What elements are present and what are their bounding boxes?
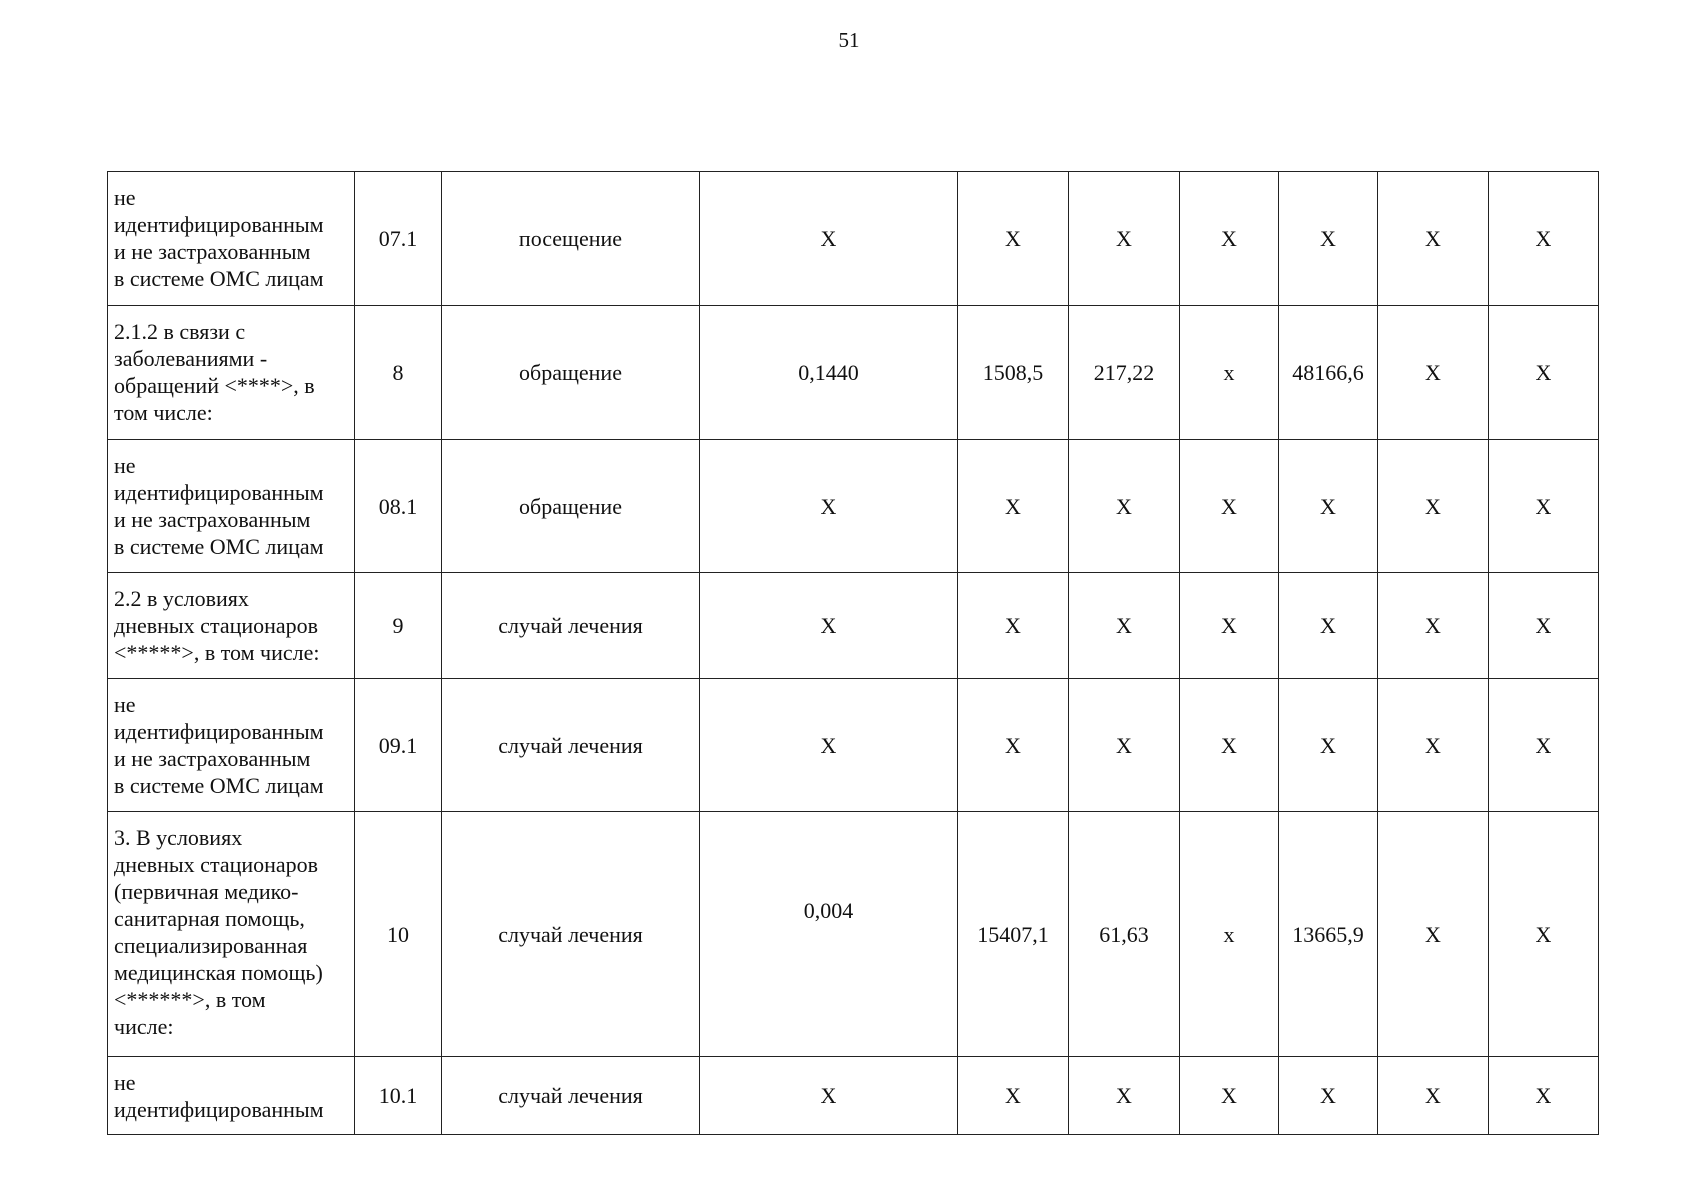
- row-cell: Х: [1180, 573, 1279, 679]
- row-code: 07.1: [355, 172, 442, 306]
- row-code: 8: [355, 306, 442, 440]
- description-line: и не застрахованным: [114, 239, 311, 264]
- row-description: [108, 1057, 355, 1135]
- description-line: идентифицированным: [114, 480, 324, 505]
- description-line: и не застрахованным: [114, 746, 311, 771]
- description-line: не: [114, 1070, 136, 1095]
- row-code: 10: [355, 812, 442, 1057]
- row-cell: Х: [1279, 440, 1378, 573]
- row-cell: Х: [1378, 172, 1489, 306]
- row-cell: Х: [1489, 306, 1599, 440]
- description-line: 3. В условиях: [114, 825, 243, 850]
- row-cell: Х: [958, 679, 1069, 812]
- row-cell: Х: [958, 172, 1069, 306]
- table-row: [108, 1057, 1599, 1135]
- row-cell: 1508,5: [958, 306, 1069, 440]
- financing-table: [107, 171, 1599, 1135]
- row-cell: Х: [1180, 172, 1279, 306]
- row-cell: Х: [1069, 573, 1180, 679]
- description-line: и не застрахованным: [114, 507, 311, 532]
- row-cell: Х: [958, 440, 1069, 573]
- row-cell: Х: [1279, 679, 1378, 812]
- description-line: (первичная медико-: [114, 879, 299, 904]
- description-line: дневных стационаров: [114, 613, 319, 638]
- row-cell: Х: [1180, 440, 1279, 573]
- row-norm: Х: [700, 679, 958, 812]
- row-norm-value: 0,004: [803, 897, 854, 923]
- row-cell: 48166,6: [1279, 306, 1378, 440]
- description-line: <******>, в том: [114, 987, 266, 1012]
- row-cell: Х: [1489, 679, 1599, 812]
- row-cell: Х: [1069, 172, 1180, 306]
- row-cell: 15407,1: [958, 812, 1069, 1057]
- row-unit: посещение: [442, 172, 700, 306]
- description-line: в системе ОМС лицам: [114, 266, 324, 291]
- row-cell: 217,22: [1069, 306, 1180, 440]
- row-norm: Х: [700, 573, 958, 679]
- row-cell: 61,63: [1069, 812, 1180, 1057]
- row-unit: обращение: [442, 306, 700, 440]
- description-line: заболеваниями -: [114, 346, 268, 371]
- description-line: санитарная помощь,: [114, 906, 305, 931]
- row-cell: Х: [1489, 812, 1599, 1057]
- row-unit: обращение: [442, 440, 700, 573]
- row-cell: Х: [1279, 1057, 1378, 1135]
- row-cell: Х: [1378, 1057, 1489, 1135]
- row-unit: случай лечения: [442, 812, 700, 1057]
- row-cell: Х: [1378, 573, 1489, 679]
- row-code: 08.1: [355, 440, 442, 573]
- row-unit: случай лечения: [442, 679, 700, 812]
- table-row: [108, 679, 1599, 812]
- table-row: [108, 573, 1599, 679]
- table-row: [108, 440, 1599, 573]
- description-line: числе:: [114, 1014, 174, 1039]
- row-norm: 0,1440: [700, 306, 958, 440]
- description-line: идентифицированным: [114, 212, 324, 237]
- row-cell: Х: [1069, 440, 1180, 573]
- table-row: [108, 172, 1599, 306]
- page-number: 51: [838, 28, 860, 52]
- row-cell: Х: [1279, 172, 1378, 306]
- row-norm: Х: [700, 1057, 958, 1135]
- row-cell: Х: [958, 1057, 1069, 1135]
- description-line: в системе ОМС лицам: [114, 534, 324, 559]
- row-cell: Х: [1279, 573, 1378, 679]
- description-line: не: [114, 185, 136, 210]
- table-row: [108, 306, 1599, 440]
- row-unit: случай лечения: [442, 1057, 700, 1135]
- description-line: в системе ОМС лицам: [114, 773, 324, 798]
- row-norm: Х: [700, 440, 958, 573]
- description-line: 2.2 в условиях: [114, 586, 249, 611]
- row-cell: Х: [1378, 679, 1489, 812]
- row-description: [108, 440, 355, 573]
- row-description: [108, 812, 355, 1057]
- row-unit: случай лечения: [442, 573, 700, 679]
- row-norm: Х: [700, 172, 958, 306]
- row-cell: Х: [1489, 440, 1599, 573]
- row-description: [108, 306, 355, 440]
- row-description: [108, 679, 355, 812]
- row-cell: х: [1180, 306, 1279, 440]
- description-line: идентифицированным: [114, 719, 324, 744]
- row-cell: Х: [1378, 440, 1489, 573]
- description-line: 2.1.2 в связи с: [114, 319, 246, 344]
- row-cell: Х: [958, 573, 1069, 679]
- description-line: идентифицированным: [114, 1097, 324, 1122]
- row-code: 10.1: [355, 1057, 442, 1135]
- row-cell: Х: [1489, 172, 1599, 306]
- row-cell: Х: [1180, 679, 1279, 812]
- row-cell: 13665,9: [1279, 812, 1378, 1057]
- row-cell: Х: [1069, 1057, 1180, 1135]
- description-line: обращений <****>, в: [114, 373, 315, 398]
- description-line: медицинская помощь): [114, 960, 323, 985]
- row-cell: Х: [1489, 573, 1599, 679]
- description-line: дневных стационаров: [114, 852, 319, 877]
- description-line: том числе:: [114, 400, 213, 425]
- row-code: 9: [355, 573, 442, 679]
- row-cell: Х: [1180, 1057, 1279, 1135]
- description-line: не: [114, 453, 136, 478]
- row-cell: Х: [1378, 306, 1489, 440]
- description-line: <*****>, в том числе:: [114, 640, 320, 665]
- description-line: специализированная: [114, 933, 308, 958]
- row-norm: [700, 812, 958, 1057]
- row-code: 09.1: [355, 679, 442, 812]
- description-line: не: [114, 692, 136, 717]
- table-row: [108, 812, 1599, 1057]
- row-cell: Х: [1069, 679, 1180, 812]
- row-cell: х: [1180, 812, 1279, 1057]
- row-description: [108, 573, 355, 679]
- row-description: [108, 172, 355, 306]
- row-cell: Х: [1489, 1057, 1599, 1135]
- row-cell: Х: [1378, 812, 1489, 1057]
